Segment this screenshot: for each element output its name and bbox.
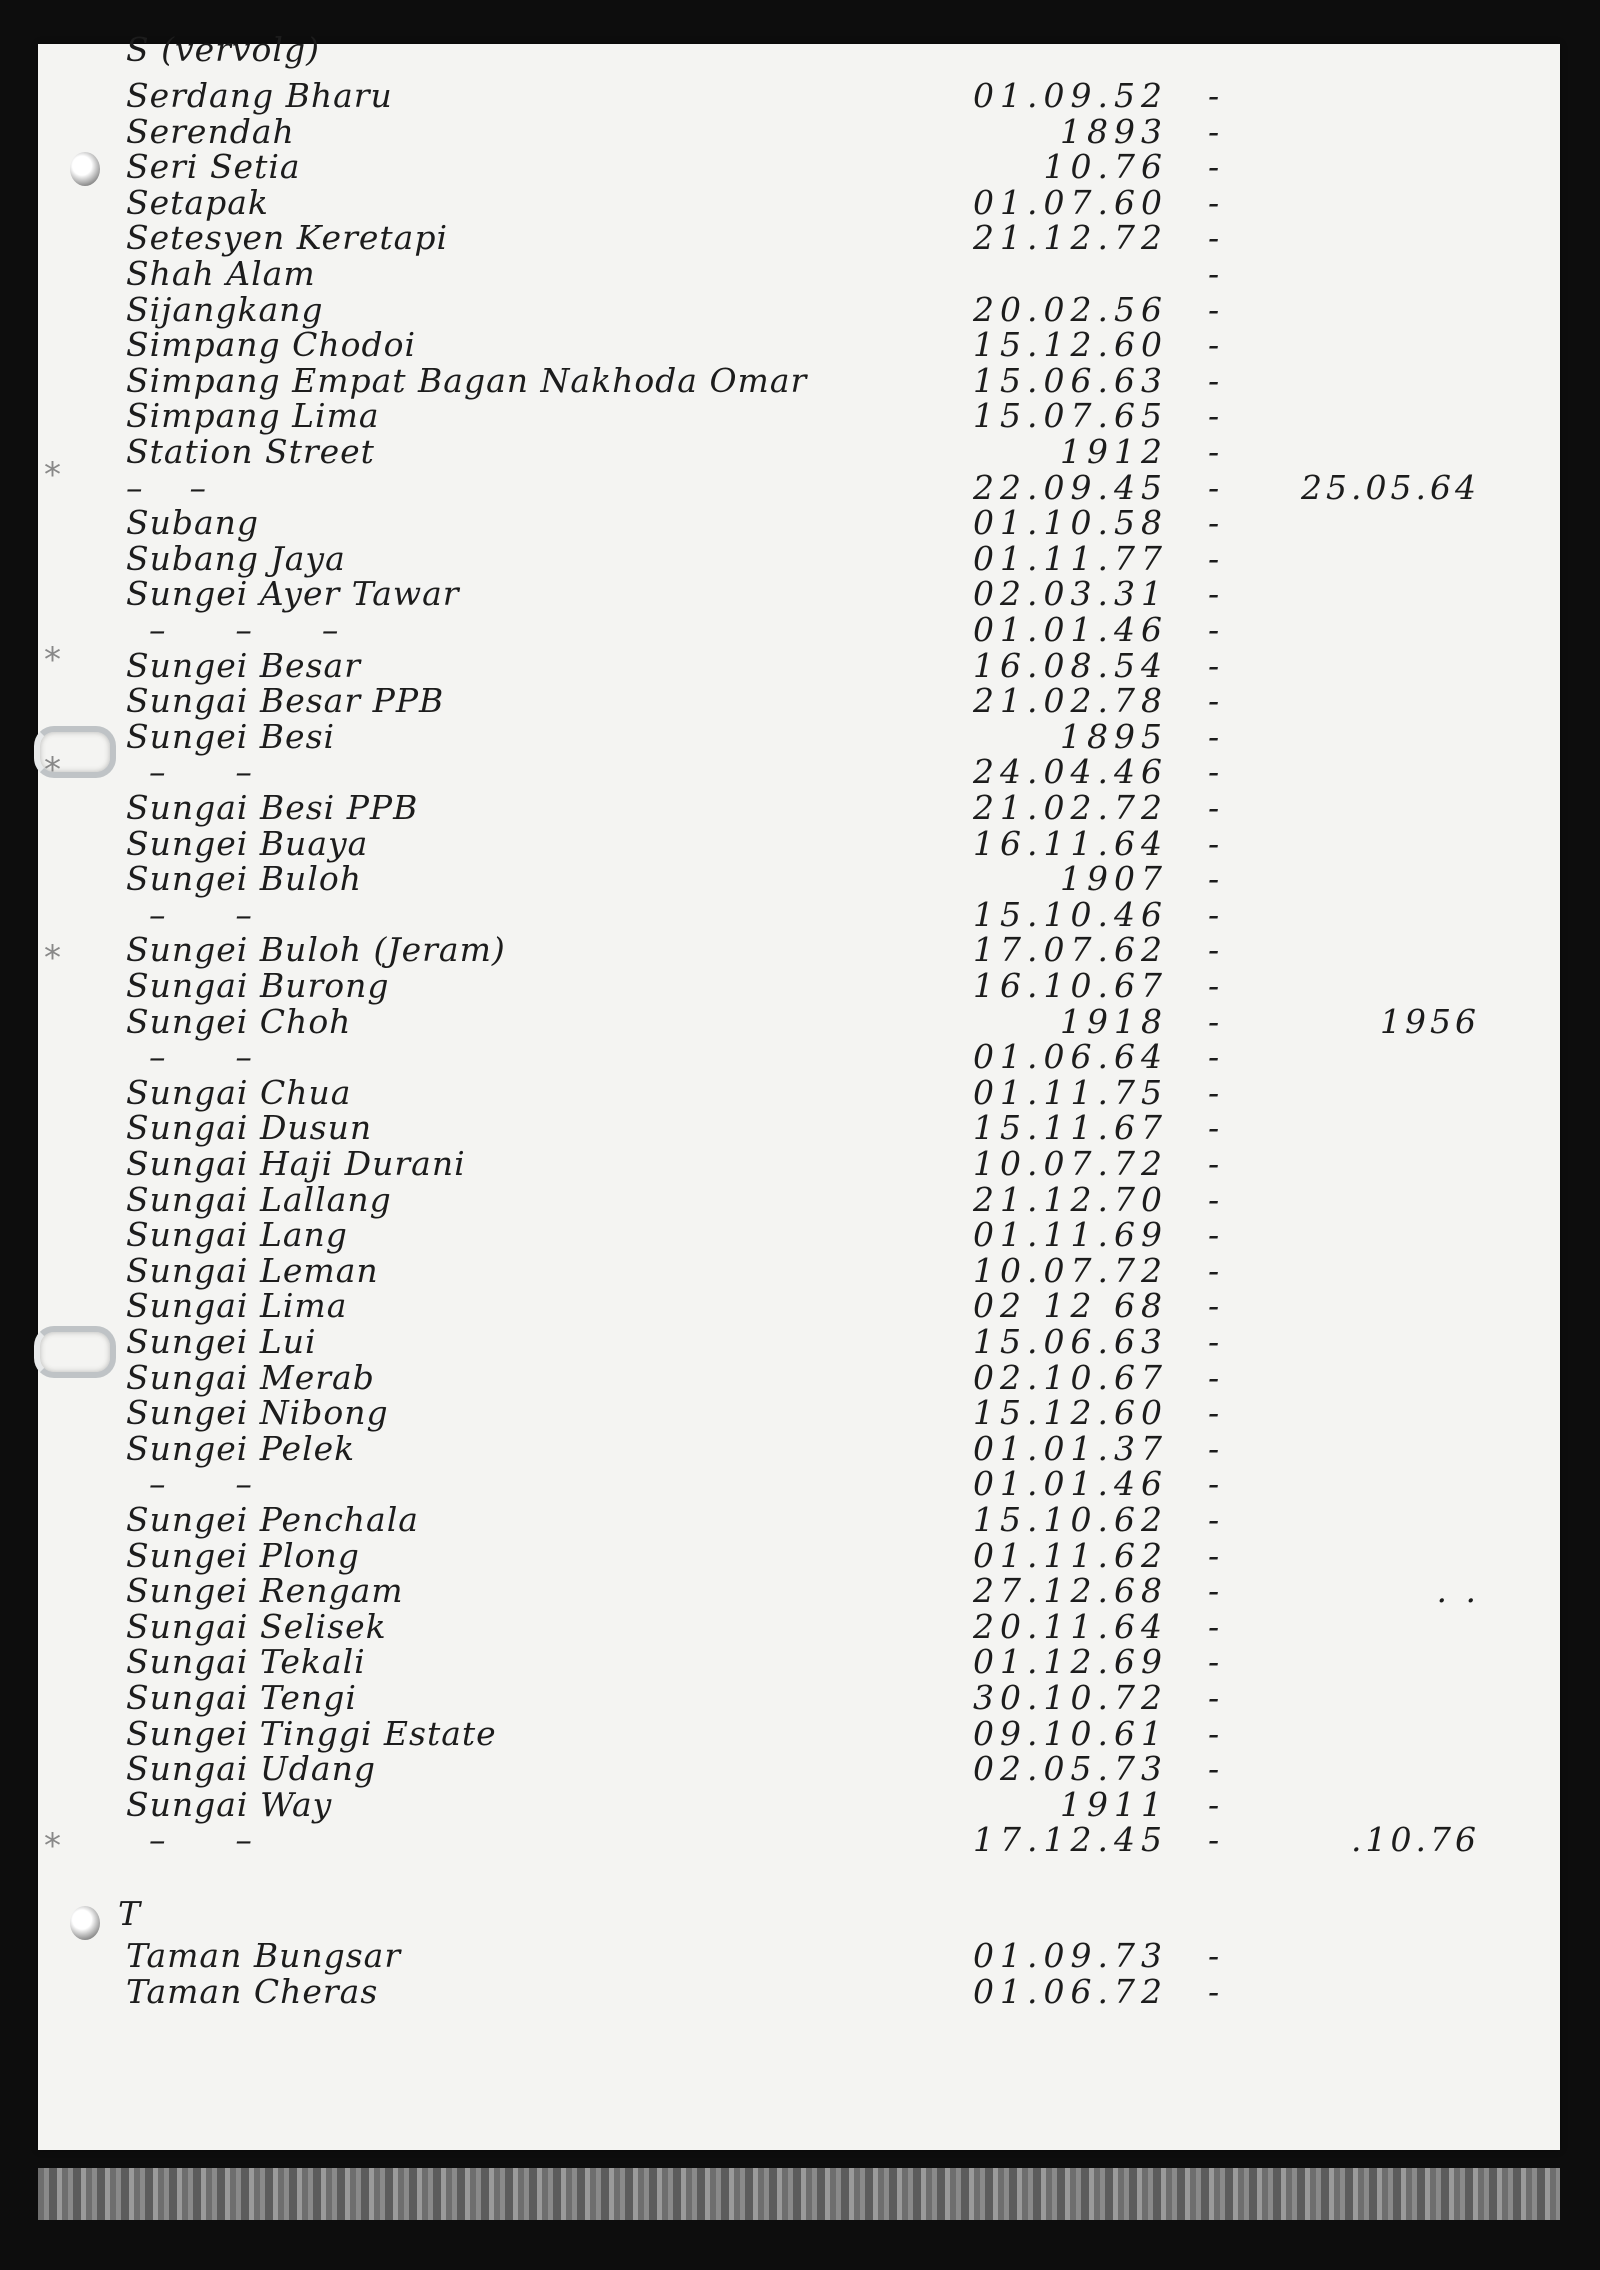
entry-row (0, 681, 1600, 721)
entry-name: Simpang Lima (126, 396, 380, 436)
entry-dash: - (1208, 360, 1221, 400)
entry-dash: - (1208, 1428, 1221, 1468)
entry-row (0, 503, 1600, 543)
entry-date: 20.11.64 (973, 1606, 1168, 1646)
entry-date: 10.07.72 (973, 1250, 1168, 1290)
entry-row (0, 1215, 1600, 1255)
entry-name: Sungei Nibong (126, 1393, 389, 1433)
entry-name: Sungei Plong (126, 1535, 360, 1575)
entry-row (0, 1784, 1600, 1824)
entry-name: Sungei Penchala (126, 1500, 419, 1539)
entry-name: Sungai Chua (126, 1072, 352, 1112)
entry-name: Sungei Choh (126, 1001, 352, 1041)
punch-hole (70, 1906, 100, 1940)
entry-name: Serdang Bharu (126, 76, 393, 115)
entry-dash: - (1208, 823, 1221, 863)
entry-name: – – (126, 1037, 253, 1077)
binder-ring (34, 1326, 116, 1378)
entry-row (0, 1972, 1600, 2011)
entry-dash: - (1208, 1037, 1221, 1077)
entry-date: 1911 (1060, 1784, 1168, 1824)
entry-row (0, 538, 1600, 578)
entry-date: 01.11.62 (973, 1535, 1168, 1575)
entry-dash: - (1208, 1535, 1221, 1575)
entry-name: Simpang Chodoi (126, 325, 417, 365)
entry-row (0, 1428, 1600, 1468)
entry-dash: - (1208, 1571, 1221, 1611)
entry-row (0, 289, 1600, 329)
entry-name: Sungai Tengi (126, 1678, 357, 1717)
entry-date: 01.11.77 (973, 538, 1168, 578)
entry-date: 21.12.72 (973, 218, 1168, 258)
entry-note: 25.05.64 (1301, 467, 1480, 507)
entry-name: Sungai Lallang (126, 1179, 392, 1219)
entry-row (0, 1322, 1600, 1361)
entry-row (0, 254, 1600, 293)
entry-row (0, 716, 1600, 756)
entry-name: Taman Cheras (126, 1972, 379, 2011)
entry-date: 01.10.58 (973, 503, 1168, 543)
entry-name: Simpang Empat Bagan Nakhoda Omar (126, 360, 808, 400)
entry-dash: - (1208, 254, 1221, 293)
entry-dash: - (1208, 1642, 1221, 1682)
entry-name: Sungei Rengam (126, 1571, 404, 1611)
entry-name: – – (126, 894, 253, 934)
entry-dash: - (1208, 432, 1221, 471)
entry-name: Sungai Leman (126, 1250, 379, 1290)
section-letter-t: T (118, 1894, 142, 1933)
entry-date: 16.08.54 (973, 645, 1168, 685)
entry-dash: - (1208, 610, 1221, 649)
entry-row (0, 1001, 1600, 1041)
entry-date: 17.12.45 (973, 1820, 1168, 1860)
entry-date: 01.12.69 (973, 1642, 1168, 1682)
entry-date: 01.11.75 (973, 1072, 1168, 1112)
entry-row (0, 1606, 1600, 1646)
entry-date: 1907 (1060, 859, 1168, 899)
entry-date: 15.10.62 (973, 1500, 1168, 1539)
entry-name: Sungai Besar PPB (126, 681, 445, 721)
entry-name: Sungai Burong (126, 966, 390, 1005)
entry-name: Setapak (126, 182, 269, 222)
entry-date: 21.02.72 (973, 788, 1168, 827)
entry-dash: - (1208, 1784, 1221, 1824)
entry-dash: - (1208, 1500, 1221, 1539)
entry-name: Sungai Lima (126, 1286, 348, 1326)
entry-name: Sungei Buaya (126, 823, 369, 863)
entry-dash: - (1208, 752, 1221, 792)
entry-row (0, 1936, 1600, 1975)
entry-dash: - (1208, 716, 1221, 756)
entry-row (0, 752, 1600, 792)
entry-row (0, 147, 1600, 187)
entry-name: Sungei Lui (126, 1322, 317, 1361)
entry-date: 15.07.65 (973, 396, 1168, 436)
entry-name: Shah Alam (126, 254, 316, 293)
entry-dash: - (1208, 930, 1221, 970)
entry-date: 02.10.67 (973, 1357, 1168, 1397)
entry-date: 01.01.37 (973, 1428, 1168, 1468)
entry-dash: - (1208, 1678, 1221, 1717)
entry-row (0, 76, 1600, 115)
entry-row (0, 325, 1600, 365)
entry-name: Sungai Dusun (126, 1108, 373, 1148)
star-mark: * (44, 750, 61, 790)
entry-row (0, 1286, 1600, 1326)
entry-date: 15.12.60 (973, 325, 1168, 365)
entry-dash: - (1208, 1179, 1221, 1219)
entry-name: Sungai Way (126, 1784, 333, 1824)
entry-dash: - (1208, 1820, 1221, 1860)
entry-name: – – (126, 1464, 253, 1504)
entry-date: 21.02.78 (973, 681, 1168, 721)
entry-row (0, 1072, 1600, 1112)
entry-row (0, 1393, 1600, 1433)
entry-dash: - (1208, 645, 1221, 685)
star-mark: * (44, 640, 61, 680)
entry-row (0, 432, 1600, 471)
entry-name: Seri Setia (126, 147, 301, 187)
entry-dash: - (1208, 503, 1221, 543)
entry-date: 01.09.73 (973, 1936, 1168, 1975)
entry-row (0, 111, 1600, 151)
entry-name: Sungei Besi (126, 716, 336, 756)
entry-name: Sungai Haji Durani (126, 1144, 466, 1183)
entry-row (0, 1820, 1600, 1860)
entry-note: 1956 (1380, 1001, 1480, 1041)
entry-name: Sungei Buloh (Jeram) (126, 930, 506, 970)
entry-name: – – (126, 467, 207, 507)
entry-row (0, 182, 1600, 222)
star-mark: * (44, 938, 61, 978)
entry-dash: - (1208, 218, 1221, 258)
entry-name: Station Street (126, 432, 375, 471)
entry-dash: - (1208, 859, 1221, 899)
entry-dash: - (1208, 681, 1221, 721)
entry-date: 1893 (1060, 111, 1168, 151)
entry-name: Sungei Tinggi Estate (126, 1713, 497, 1753)
entry-dash: - (1208, 788, 1221, 827)
entry-date: 15.06.63 (973, 360, 1168, 400)
entry-name: Taman Bungsar (126, 1936, 402, 1975)
entry-row (0, 1250, 1600, 1290)
entry-date: 16.11.64 (973, 823, 1168, 863)
entry-date: 15.12.60 (973, 1393, 1168, 1433)
entry-row (0, 1179, 1600, 1219)
entry-note: .10.76 (1351, 1820, 1480, 1860)
entry-dash: - (1208, 467, 1221, 507)
entry-date: 16.10.67 (973, 966, 1168, 1005)
entry-dash: - (1208, 111, 1221, 151)
entry-dash: - (1208, 1250, 1221, 1290)
entry-date: 10.07.72 (973, 1144, 1168, 1183)
entry-date: 17.07.62 (973, 930, 1168, 970)
entry-date: 01.06.72 (973, 1972, 1168, 2011)
entry-dash: - (1208, 966, 1221, 1005)
entry-date: 1895 (1060, 716, 1168, 756)
entry-name: Subang Jaya (126, 538, 346, 578)
entry-date: 21.12.70 (973, 1179, 1168, 1219)
entry-row (0, 396, 1600, 436)
entry-row (0, 930, 1600, 970)
entry-row (0, 1642, 1600, 1682)
entry-date: 1918 (1060, 1001, 1168, 1041)
entry-dash: - (1208, 325, 1221, 365)
entry-date: 15.06.63 (973, 1322, 1168, 1361)
entry-name: Setesyen Keretapi (126, 218, 448, 258)
section-heading: S (vervolg) (126, 30, 320, 69)
entry-dash: - (1208, 1322, 1221, 1361)
entry-row (0, 1571, 1600, 1611)
entry-name: Sungai Selisek (126, 1606, 387, 1646)
entry-row (0, 1464, 1600, 1504)
entry-name: Sungai Lang (126, 1215, 348, 1255)
entry-dash: - (1208, 1108, 1221, 1148)
entry-date: 01.01.46 (973, 610, 1168, 649)
entry-dash: - (1208, 76, 1221, 115)
entry-note: . . (1436, 1571, 1480, 1611)
entry-row (0, 1037, 1600, 1077)
entry-name: Sungai Udang (126, 1749, 376, 1789)
punch-hole (70, 152, 100, 186)
entry-date: 01.07.60 (973, 182, 1168, 222)
entry-dash: - (1208, 289, 1221, 329)
entry-dash: - (1208, 574, 1221, 614)
entry-row (0, 1500, 1600, 1539)
entry-dash: - (1208, 182, 1221, 222)
star-mark: * (44, 1826, 61, 1866)
entry-name: Sungai Tekali (126, 1642, 366, 1682)
entry-date: 24.04.46 (973, 752, 1168, 792)
entry-dash: - (1208, 1713, 1221, 1753)
entry-dash: - (1208, 1286, 1221, 1326)
entry-row (0, 360, 1600, 400)
entry-date: 09.10.61 (973, 1713, 1168, 1753)
entry-date: 02 12 68 (973, 1286, 1168, 1326)
entry-dash: - (1208, 1749, 1221, 1789)
entry-date: 01.11.69 (973, 1215, 1168, 1255)
entry-dash: - (1208, 396, 1221, 436)
entry-dash: - (1208, 1357, 1221, 1397)
entry-name: Serendah (126, 111, 295, 151)
entry-row (0, 788, 1600, 827)
entry-row (0, 467, 1600, 507)
entry-row (0, 218, 1600, 258)
entry-dash: - (1208, 894, 1221, 934)
entry-name: – – – (126, 610, 340, 649)
entry-name: Sungei Ayer Tawar (126, 574, 460, 614)
entry-row (0, 1678, 1600, 1717)
entry-name: Sungei Besar (126, 645, 361, 685)
entry-name: Sungei Pelek (126, 1428, 356, 1468)
entry-row (0, 1749, 1600, 1789)
entry-row (0, 1144, 1600, 1183)
entry-row (0, 1108, 1600, 1148)
entry-date: 01.06.64 (973, 1037, 1168, 1077)
entry-date: 20.02.56 (973, 289, 1168, 329)
entry-dash: - (1208, 1972, 1221, 2011)
entry-name: – – (126, 752, 253, 792)
entry-row (0, 574, 1600, 614)
entry-name: Sijangkang (126, 289, 324, 329)
entry-date: 30.10.72 (973, 1678, 1168, 1717)
entry-dash: - (1208, 1606, 1221, 1646)
entry-date: 01.01.46 (973, 1464, 1168, 1504)
entry-date: 02.05.73 (973, 1749, 1168, 1789)
entry-date: 10.76 (1043, 147, 1168, 187)
entry-date: 1912 (1060, 432, 1168, 471)
entry-row (0, 645, 1600, 685)
entry-name: Sungei Buloh (126, 859, 362, 899)
entry-dash: - (1208, 1144, 1221, 1183)
entry-dash: - (1208, 1936, 1221, 1975)
entry-row (0, 823, 1600, 863)
entry-date: 15.10.46 (973, 894, 1168, 934)
entry-date: 01.09.52 (973, 76, 1168, 115)
star-mark: * (44, 455, 61, 495)
entry-dash: - (1208, 1464, 1221, 1504)
entry-row (0, 1713, 1600, 1753)
entry-dash: - (1208, 538, 1221, 578)
entry-name: – – (126, 1820, 253, 1860)
entry-dash: - (1208, 1001, 1221, 1041)
entry-dash: - (1208, 1072, 1221, 1112)
entry-date: 15.11.67 (973, 1108, 1168, 1148)
entry-row (0, 859, 1600, 899)
entry-date: 02.03.31 (973, 574, 1168, 614)
entry-dash: - (1208, 1393, 1221, 1433)
entry-dash: - (1208, 147, 1221, 187)
entry-row (0, 966, 1600, 1005)
entry-date: 22.09.45 (973, 467, 1168, 507)
entry-row (0, 1535, 1600, 1575)
entry-row (0, 1357, 1600, 1397)
entry-name: Sungai Merab (126, 1357, 375, 1397)
entry-row (0, 894, 1600, 934)
entry-date: 27.12.68 (973, 1571, 1168, 1611)
entry-row (0, 610, 1600, 649)
entry-name: Subang (126, 503, 260, 543)
entry-name: Sungai Besi PPB (126, 788, 419, 827)
entry-dash: - (1208, 1215, 1221, 1255)
